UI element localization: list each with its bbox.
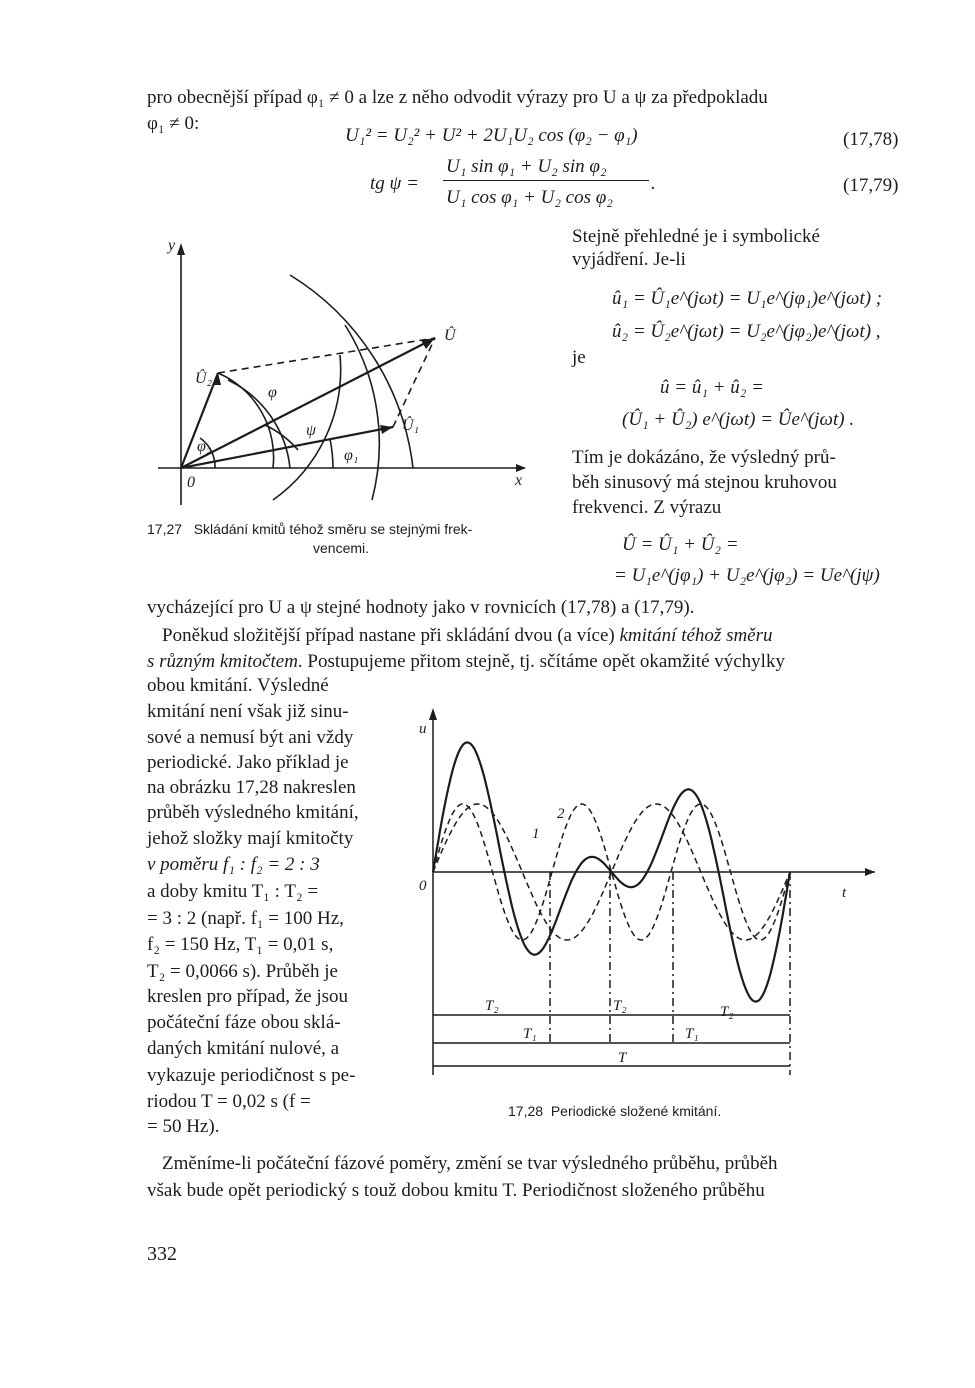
left-line-2: kmitání není však již sinu- xyxy=(147,701,349,722)
figure-17-27-caption-line-2: vencemi. xyxy=(313,540,370,556)
figure-17-27-phasor-diagram xyxy=(140,225,560,525)
left-line-13: kreslen pro případ, že jsou xyxy=(147,986,349,1007)
left-line-12: T₂ = 0,0066 s). Průběh je xyxy=(147,961,338,982)
left-line-17: riodou T = 0,02 s (f = xyxy=(147,1091,311,1112)
body-paragraph-2-line-2: s různým kmitočtem. Postupujeme přitom stejně, tj. sčítáme opět okamžité výchylky xyxy=(147,651,785,672)
left-line-18: = 50 Hz). xyxy=(147,1116,220,1137)
body-paragraph-1: vycházející pro U a ψ stejné hodnoty jako v rovnicích (17,78) a (17,79). xyxy=(147,597,695,618)
left-line-3: sové a nemusí být ani vždy xyxy=(147,727,354,748)
label-origin-28: 0 xyxy=(419,878,427,894)
label-y: y xyxy=(168,237,176,254)
label-T2-first: T₂ xyxy=(485,998,499,1014)
equation-number-17-79: (17,79) xyxy=(843,175,899,196)
label-T2-second: T₂ xyxy=(613,998,627,1014)
equation-17-79-numerator: U₁ sin φ₁ + U₂ sin φ₂ xyxy=(446,156,607,177)
label-T1-first: T₁ xyxy=(523,1026,537,1042)
label-T1-second: T₁ xyxy=(685,1026,699,1042)
label-U2: Û₂ xyxy=(195,370,213,387)
label-t: t xyxy=(842,885,847,901)
formula-u-sum-2: (Û₁ + Û₂) e^(jωt) = Ûe^(jωt) . xyxy=(622,409,855,430)
left-line-14: počáteční fáze obou sklá- xyxy=(147,1012,341,1033)
left-line-7: jehož složky mají kmitočty xyxy=(147,828,354,849)
fraction-bar xyxy=(443,180,649,181)
left-line-1: obou kmitání. Výsledné xyxy=(147,675,329,696)
body-paragraph-2-line-1: Poněkud složitější případ nastane při skládání dvou (a více) kmitání téhož směru xyxy=(162,625,773,646)
body-paragraph-3-line-2: však bude opět periodický s touž dobou kmitu T. Periodičnost složeného průběhu xyxy=(147,1180,765,1201)
label-phi1: φ₁ xyxy=(344,447,359,464)
left-line-11: f₂ = 150 Hz, T₁ = 0,01 s, xyxy=(147,934,334,955)
label-U1: Û₁ xyxy=(402,417,420,434)
vector-U1 xyxy=(181,427,393,468)
label-curve-1: 1 xyxy=(532,826,540,842)
formula-u1: û₁ = Û₁e^(jωt) = U₁e^(jφ₁)e^(jωt) ; xyxy=(612,288,883,309)
left-line-9: a doby kmitu T₁ : T₂ = xyxy=(147,881,319,902)
page-number: 332 xyxy=(147,1243,177,1265)
label-origin: 0 xyxy=(187,474,195,491)
label-U: Û xyxy=(444,327,456,344)
right-text-4: běh sinusový má stejnou kruhovou xyxy=(572,472,837,493)
equation-17-78: U₁² = U₂² + U² + 2U₁U₂ cos (φ₂ − φ₁) xyxy=(345,125,638,146)
label-phi2: φ₂ xyxy=(197,438,212,455)
right-text-1: Stejně přehledné je i symbolické xyxy=(572,226,820,247)
label-curve-2: 2 xyxy=(557,806,565,822)
label-phi: φ xyxy=(268,384,277,401)
body-paragraph-3-line-1: Změníme-li počáteční fázové poměry, změní se tvar výsledného průběhu, průběh xyxy=(162,1153,778,1174)
top-line-1: pro obecnější případ φ₁ ≠ 0 a lze z něho odvodit výrazy pro U a ψ za předpokladu xyxy=(147,87,768,108)
label-u: u xyxy=(419,721,427,737)
equation-17-79-denominator: U₁ cos φ₁ + U₂ cos φ₂ xyxy=(446,187,613,208)
formula-u-sum: û = û₁ + û₂ = xyxy=(660,377,764,398)
figure-17-28-composite-oscillation xyxy=(405,700,895,1090)
left-line-16: vykazuje periodičnost s pe- xyxy=(147,1065,356,1086)
label-x: x xyxy=(515,472,523,489)
left-line-6: průběh výsledného kmitání, xyxy=(147,802,359,823)
left-line-8: v poměru f₁ : f₂ = 2 : 3 xyxy=(147,854,320,875)
left-line-15: daných kmitání nulové, a xyxy=(147,1038,340,1059)
formula-U-hat-2: = U₁e^(jφ₁) + U₂e^(jφ₂) = Ue^(jψ) xyxy=(614,565,880,586)
formula-U-hat: Û = Û₁ + Û₂ = xyxy=(622,534,739,555)
right-text-2: vyjádření. Je-li xyxy=(572,249,686,270)
top-line-2: φ₁ ≠ 0: xyxy=(147,113,200,134)
left-line-5: na obrázku 17,28 nakreslen xyxy=(147,777,356,798)
equation-number-17-78: (17,78) xyxy=(843,129,899,150)
right-text-5: frekvenci. Z výrazu xyxy=(572,497,722,518)
formula-u2: û₂ = Û₂e^(jωt) = U₂e^(jφ₂)e^(jωt) , xyxy=(612,321,881,342)
figure-17-27-caption-line-1: 17,27 Skládání kmitů téhož směru se stejnými frek- xyxy=(147,521,473,537)
arc-outer xyxy=(290,275,413,468)
equation-17-79-lhs: tg ψ = xyxy=(370,173,419,194)
left-line-10: = 3 : 2 (např. f₁ = 100 Hz, xyxy=(147,908,344,929)
label-T2-third: T₂ xyxy=(720,1004,734,1020)
label-T: T xyxy=(618,1050,627,1066)
left-line-4: periodické. Jako příklad je xyxy=(147,752,349,773)
label-psi: ψ xyxy=(306,422,316,439)
equation-17-79-dot: . xyxy=(651,173,656,194)
right-text-3: Tím je dokázáno, že výsledný prů- xyxy=(572,447,836,468)
right-text-je: je xyxy=(572,347,586,368)
figure-17-28-caption: 17,28 Periodické složené kmitání. xyxy=(508,1103,722,1119)
